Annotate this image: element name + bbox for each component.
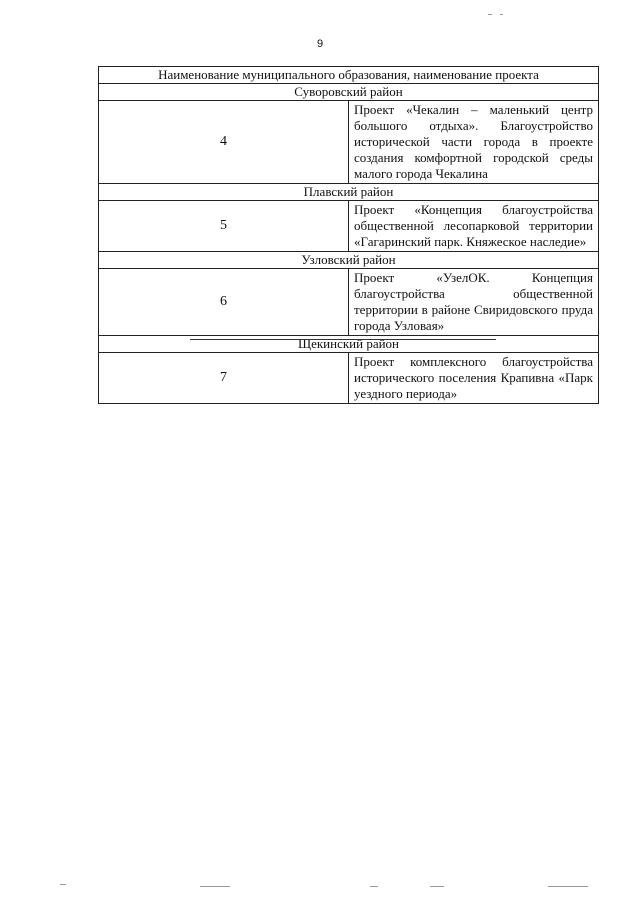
scan-speck bbox=[200, 886, 230, 887]
district-name: Щекинский район bbox=[99, 336, 599, 353]
scan-speck bbox=[370, 886, 378, 887]
projects-table bbox=[98, 66, 599, 404]
scan-speck bbox=[500, 14, 503, 15]
table-header: Наименование муниципального образования, наименование проекта bbox=[99, 67, 599, 84]
district-name: Суворовский район bbox=[99, 84, 599, 101]
scan-speck bbox=[60, 884, 66, 885]
district-name: Узловский район bbox=[99, 252, 599, 269]
project-description: Проект «Концепция благоустройства общественной лесопарковой территории «Гагаринский парк. Княжеское наследие» bbox=[349, 201, 599, 252]
table-header-row bbox=[99, 67, 599, 84]
project-row bbox=[99, 269, 599, 336]
project-row bbox=[99, 353, 599, 404]
project-number: 6 bbox=[99, 269, 349, 336]
project-number: 7 bbox=[99, 353, 349, 404]
project-number: 5 bbox=[99, 201, 349, 252]
scan-speck bbox=[488, 14, 492, 15]
page-number: 9 bbox=[316, 38, 324, 50]
project-row bbox=[99, 101, 599, 184]
project-description: Проект комплексного благоустройства исторического поселения Крапивна «Парк уездного периода» bbox=[349, 353, 599, 404]
project-description: Проект «УзелОК. Концепция благоустройства общественной территории в районе Свиридовского пруда города Узловая» bbox=[349, 269, 599, 336]
scan-speck bbox=[430, 886, 444, 887]
scan-speck bbox=[548, 886, 588, 887]
district-row bbox=[99, 84, 599, 101]
project-description: Проект «Чекалин – маленький центр большого отдыха». Благоустройство исторической части города в проекте создания комфортной городской среды малого города Чекалина bbox=[349, 101, 599, 184]
district-row bbox=[99, 184, 599, 201]
closing-rule bbox=[190, 339, 496, 340]
district-row bbox=[99, 252, 599, 269]
district-name: Плавский район bbox=[99, 184, 599, 201]
project-number: 4 bbox=[99, 101, 349, 184]
project-row bbox=[99, 201, 599, 252]
